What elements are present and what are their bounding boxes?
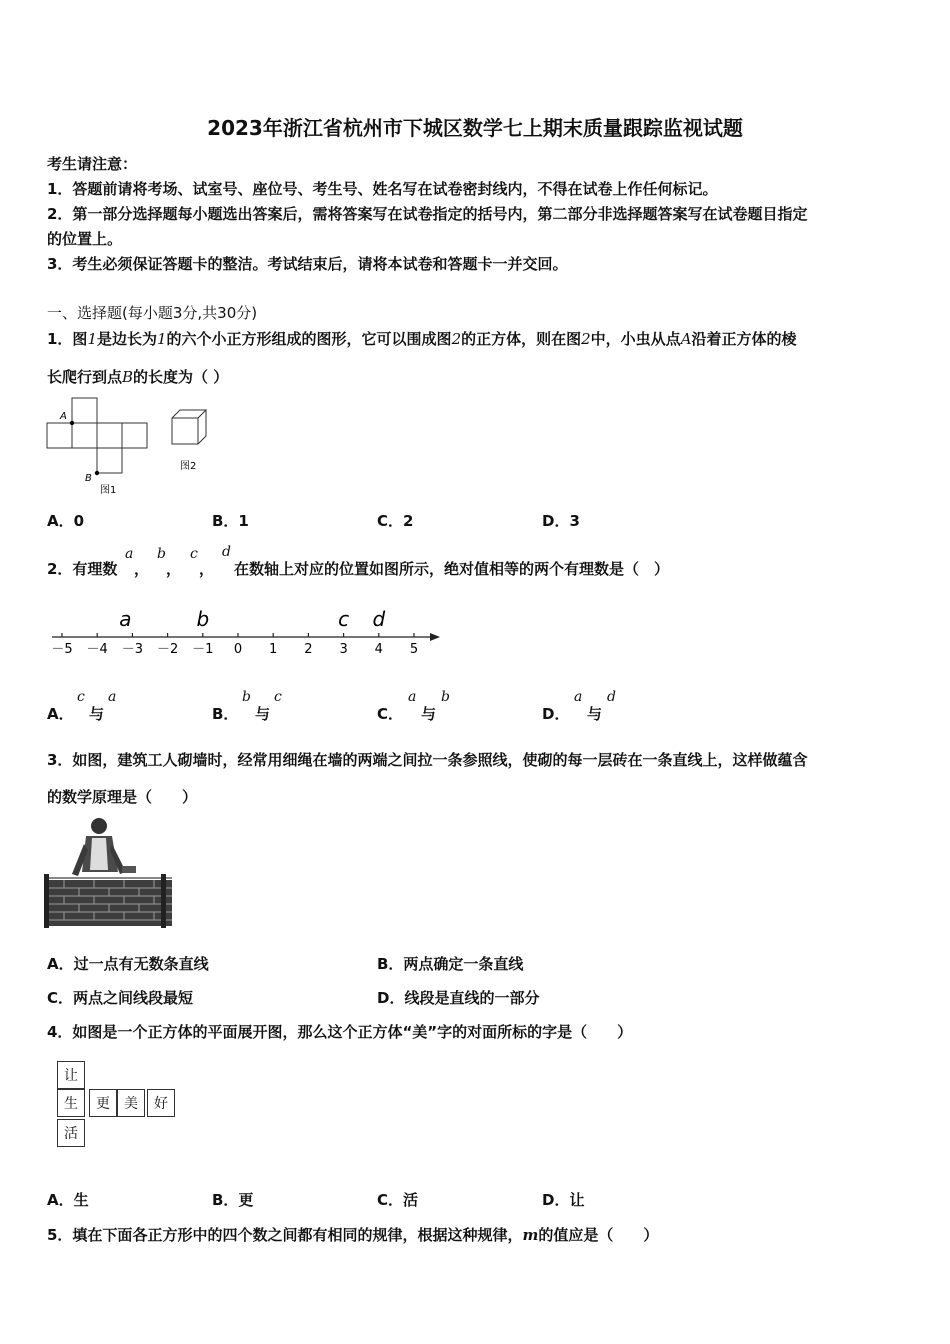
axis-tick-label: －3 <box>121 642 144 657</box>
axis-tick-label: 4 <box>374 642 383 657</box>
q4-option-c[interactable]: C．活 <box>377 1191 419 1209</box>
q1-text: 的六个小正方形组成的图形，它可以围成图 <box>166 330 452 348</box>
q1-option-c[interactable]: C．2 <box>377 512 414 530</box>
fig-point-b-label: B <box>85 473 92 484</box>
q5-text: 的值应是（ ） <box>538 1226 659 1244</box>
q2-option-a-y: a <box>108 689 117 705</box>
worker-head <box>91 818 107 834</box>
cube-drawing <box>172 410 206 444</box>
axis-letter: d <box>372 607 386 631</box>
q2-option-d-yu: 与 <box>587 705 603 723</box>
axis-letter: a <box>119 607 132 631</box>
q2-option-a-x: c <box>77 689 85 705</box>
q2-var-c: c <box>190 546 198 562</box>
q2-comma: ， <box>166 560 182 578</box>
net-cell-rang: 让 <box>57 1061 85 1089</box>
q2-option-a[interactable] <box>47 703 74 724</box>
q2-comma: ， <box>199 560 215 578</box>
q1-option-d[interactable]: D．3 <box>542 512 580 530</box>
axis-tick-label: 1 <box>269 642 278 657</box>
q2-option-b-yu: 与 <box>255 705 271 723</box>
question-3-line-1: 3．如图，建筑工人砌墙时，经常用细绳在墙的两端之间拉一条参照线，使砌的每一层砖在一条直线上，这样做蕴含 <box>47 751 808 769</box>
q1-text: 的正方体，则在图 <box>461 330 582 348</box>
q4-option-d[interactable]: D．让 <box>542 1191 585 1209</box>
q2-option-b[interactable] <box>212 703 238 724</box>
notice-item-2: 2．第一部分选择题每小题选出答案后，需将答案写在试卷指定的括号内，第二部分非选择题答案写在试卷题目指定 <box>47 205 808 223</box>
axis-arrow <box>430 633 440 641</box>
q2-option-label: A． <box>47 705 74 723</box>
q1-num: 1 <box>157 330 167 348</box>
notice-item-2-cont: 的位置上。 <box>47 230 123 248</box>
q1-option-b[interactable]: B．1 <box>212 512 249 530</box>
net-square <box>122 423 147 448</box>
axis-tick-label: 0 <box>233 642 243 657</box>
q1-text: 长爬行到点 <box>47 368 123 386</box>
net-square <box>72 398 97 423</box>
q2-option-b-x: b <box>242 689 251 705</box>
number-line <box>40 600 450 662</box>
notice-heading: 考生请注意： <box>47 155 138 173</box>
q2-option-c-yu: 与 <box>421 705 437 723</box>
axis-letter: c <box>338 607 350 631</box>
q2-option-label: C． <box>377 705 404 723</box>
q3-option-d[interactable]: D．线段是直线的一部分 <box>377 989 540 1007</box>
worker-apron <box>90 838 108 870</box>
net-square <box>97 423 122 448</box>
section-heading: 一、选择题(每小题3分,共30分) <box>47 304 258 322</box>
q1-point-b: B <box>122 368 134 386</box>
point-b-dot <box>95 471 99 475</box>
wall-post <box>161 874 166 928</box>
axis-tick-label: 5 <box>409 642 419 657</box>
q5-text: 5．填在下面各正方形中的四个数之间都有相同的规律，根据这种规律， <box>47 1226 523 1244</box>
axis-tick-label: －1 <box>192 642 214 657</box>
q5-var-m: m <box>522 1226 539 1244</box>
axis-tick-label: 3 <box>339 642 348 657</box>
q2-option-c[interactable] <box>377 703 403 724</box>
q1-text: 是边长为 <box>96 330 157 348</box>
net-square <box>97 448 122 473</box>
q1-point-a: A <box>680 330 692 348</box>
q1-text: 1．图 <box>47 330 88 348</box>
q2-option-b-y: c <box>274 689 282 705</box>
notice-item-3: 3．考生必须保证答题卡的整洁。考试结束后，请将本试卷和答题卡一并交回。 <box>47 255 568 273</box>
q4-option-a[interactable]: A．生 <box>47 1191 89 1209</box>
question-1-line-1 <box>47 328 797 349</box>
q2-var-b: b <box>157 546 166 562</box>
question-4: 4．如图是一个正方体的平面展开图，那么这个正方体“美”字的对面所标的字是（ ） <box>47 1023 633 1041</box>
q1-num: 2 <box>451 330 462 348</box>
q3-option-b[interactable]: B．两点确定一条直线 <box>377 955 524 973</box>
question-3-line-2: 的数学原理是（ ） <box>47 788 198 806</box>
q1-num: 1 <box>87 330 97 348</box>
question-5 <box>47 1224 658 1245</box>
cube-net <box>57 1061 182 1151</box>
q1-figures <box>40 395 220 500</box>
brick-wall <box>46 880 172 926</box>
axis-tick-label: 2 <box>304 642 313 657</box>
q2-var-d: d <box>222 544 231 560</box>
q2-option-d[interactable] <box>542 703 569 724</box>
q2-prefix: 2．有理数 <box>47 560 118 578</box>
q2-option-d-x: a <box>574 689 583 705</box>
q1-text: 沿着正方体的棱 <box>691 330 797 348</box>
net-cell-hao: 好 <box>147 1089 175 1117</box>
brick-in-hand <box>122 866 136 873</box>
net-square <box>47 423 72 448</box>
q2-option-d-y: d <box>607 689 616 705</box>
wall-post <box>44 874 49 928</box>
q2-suffix: 在数轴上对应的位置如图所示，绝对值相等的两个有理数是（ ） <box>234 560 670 578</box>
q4-option-b[interactable]: B．更 <box>212 1191 254 1209</box>
net-cell-geng: 更 <box>89 1089 117 1117</box>
axis-tick-label: －5 <box>51 642 73 657</box>
q2-option-a-yu: 与 <box>89 705 105 723</box>
q1-text: 中，小虫从点 <box>590 330 681 348</box>
q2-comma: ， <box>134 560 150 578</box>
axis-tick-label: －4 <box>86 642 108 657</box>
question-1-line-2 <box>47 366 228 387</box>
q3-option-c[interactable]: C．两点之间线段最短 <box>47 989 194 1007</box>
axis-letter: b <box>196 607 210 631</box>
q1-num: 2 <box>581 330 591 348</box>
notice-item-1: 1．答题前请将考场、试室号、座位号、考生号、姓名写在试卷密封线内，不得在试卷上作任何标记。 <box>47 180 718 198</box>
net-cell-sheng: 生 <box>57 1089 85 1117</box>
fig-point-a-label: A <box>60 411 67 422</box>
page-title: 2023年浙江省杭州市下城区数学七上期末质量跟踪监视试题 <box>207 116 743 140</box>
q1-option-a[interactable]: A．0 <box>47 512 85 530</box>
q2-option-label: D． <box>542 705 570 723</box>
q3-option-a[interactable]: A．过一点有无数条直线 <box>47 955 209 973</box>
bricklayer-illustration <box>44 814 174 928</box>
q2-option-c-y: b <box>441 689 450 705</box>
net-cell-huo: 活 <box>57 1119 85 1147</box>
fig1-label: 图1 <box>100 485 117 496</box>
q2-var-a: a <box>125 546 134 562</box>
point-a-dot <box>70 421 74 425</box>
net-square <box>72 423 97 448</box>
q2-option-c-x: a <box>408 689 417 705</box>
net-cell-mei: 美 <box>117 1089 145 1117</box>
q2-option-label: B． <box>212 705 239 723</box>
q1-text: 的长度为（ ） <box>133 368 229 386</box>
axis-tick-label: －2 <box>156 642 179 657</box>
fig2-label: 图2 <box>180 461 197 472</box>
